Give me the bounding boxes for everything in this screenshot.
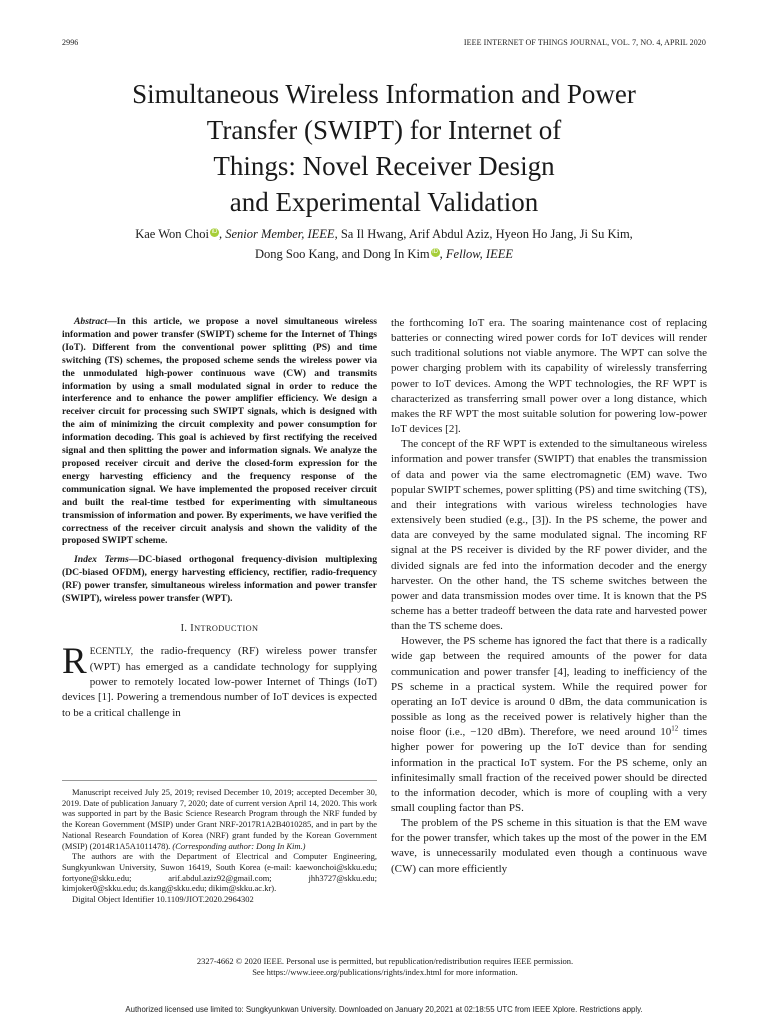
author-names: Dong Soo Kang, and Dong In Kim [255,247,430,261]
body-paragraph: However, the PS scheme has ignored the fact that there is a radically wide gap between the required amounts of the power for data communication and power transfer [4], leading to inefficiency of the PS scheme in a practical system. While the required power for operating an IoT device is around 0 dBm, the data communication is possible as long as the received power is relatively higher than the noise floor (i.e., −120 dBm). Therefore, we need around $10^{12}$ times higher power for powering up the IoT device than for sending information in the practical IoT system. For the PS scheme, only an infinitesimally small fraction of the received power should be directed to the information decoder, which is more of coupling with a very small coupling factor than PS. [391,635,707,814]
abstract [62,316,377,548]
footnotes [62,780,377,905]
download-notice: Authorized licensed use limited to: Sungkyunkwan University. Downloaded on January 20,2021 at 02:18:55 UTC from IEEE Xplore. Restrictions apply. [125,1005,643,1014]
intro-paragraph: RECENTLY, the radio-frequency (RF) wireless power transfer (WPT) has emerged as a candidate technology for supplying power to remotely located low-power Internet of Things (IoT) devices [1]. Powering a tremendous number of IoT devices is expected to be a critical challenge in [62,640,377,719]
footnote-divider [62,780,377,781]
author-role: , Fellow, IEEE [439,247,513,261]
author-list [70,224,698,264]
index-terms [62,554,377,606]
page-number: 2996 [62,38,79,47]
index-terms-text: —DC-biased orthogonal frequency-division multiplexing (DC-biased OFDM), energy harvesting efficiency, rectifier, radio-frequency (RF) power transfer, simultaneous wireless information and power transfer (SWIPT), wireless power transfer (WPT). [62,554,377,605]
doi-footnote: Digital Object Identifier 10.1109/JIOT.2020.2964302 [72,894,254,905]
body-paragraph: The problem of the PS scheme in this situation is that the EM wave for the power transfer, which takes up the most of the power in the EM wave, is unnecessarily modulated even though a continuous wave (CW) can more efficiently [391,817,707,875]
paper-title [60,76,708,220]
author-names: , Sa Il Hwang, Arif Abdul Aziz, Hyeon Ho Jang, Ji Su Kim, [334,227,633,241]
index-terms-label: Index Terms [74,554,129,566]
copyright-notice: 2327-4662 © 2020 IEEE. Personal use is permitted, but republication/redistribution requires IEEE permission. See https://www.ieee.org/publications/rights/index.html for more information. [196,956,574,977]
section-heading: I. INTRODUCTION [180,622,259,634]
affiliation-footnote: The authors are with the Department of Electrical and Computer Engineering, Sungkyunkwan University, Suwon 16419, South Korea (e-mail: kaewonchoi@skku.edu; fortyone@skku.edu; arif.abdul.aziz92@gmail.com; jhh3727@skku.edu; kimjoker0@skku.edu; ds.kang@skku.edu; dikim@skku.ac.kr). [62,851,377,894]
drop-cap: R [62,640,87,682]
title-line: Transfer (SWIPT) for Internet of [206,115,562,145]
title-line: and Experimental Validation [229,187,539,217]
title-line: Things: Novel Receiver Design [213,151,555,181]
manuscript-footnote: Manuscript received July 25, 2019; revised December 10, 2019; accepted December 30, 2019. Date of publication January 7, 2020; date of current version April 14, 2020. This work was supported in part by the Basic Science Research Program through the NRF funded by the Korean Government (MSIP) under Grant NRF-2017R1A2B4010285, and in part by the National Research Foundation of Korea (NRF) grant funded by the Korean Government (MSIP) (2014R1A5A1011478). (Corresponding author: Dong In Kim.) [62,787,377,851]
body-paragraph: The concept of the RF WPT is extended to the simultaneous wireless information and power transfer (SWIPT) that enables the transmission of data and power via the same electromagnetic (EM) wave. Two popular SWIPT schemes, power splitting (PS) and time switching (TS), and their integrations with various wireless technologies have extensively been studied (e.g., [3]). In the PS scheme, the power and data are conveyed by the same modulated signal. The incoming RF signal at the PS receiver is divided by the RF power divider, and the divided signals are fed into the information decoder and the energy harvester. On the other hand, the TS scheme switches between the power and data transmission modes over time. It is known that the PS scheme has a better tradeoff between the data rate and harvested power than the TS scheme does. [391,438,707,633]
orcid-icon[interactable]: iD [432,248,438,255]
left-column [62,316,377,721]
right-column [391,316,707,877]
orcid-icon[interactable]: iD [211,228,218,235]
author-name: Kae Won Choi [135,227,209,241]
abstract-label: Abstract [74,316,108,327]
body-paragraph: the forthcoming IoT era. The soaring maintenance cost of replacing batteries or connecting wired power cords for IoT devices will render such traditional solutions not viable anymore. The WPT can solve the power charging problem with its capability of wirelessly transferring power to IoT devices. Among the WPT technologies, the RF WPT is characterized as transferring small power over a long distance, which makes the RF WPT the most suitable solution for powering low-power IoT devices [2]. [391,317,707,436]
abstract-text: —In this article, we propose a novel simultaneous wireless information and power transfer (SWIPT) scheme for the Internet of Things (IoT). Different from the conventional power splitting (PS) and time switching (TS) schemes, the proposed scheme sends the wireless power via the unmodulated high-power continuous wave (CW) and transmits information by using a small modulated signal in order to reduce the interference and to enhance the power amplifier efficiency. We design a receiver circuit for processing such SWIPT signals, which is designed with the aim of minimizing the circuit complexity and power consumption for information decoding. This goal is achieved by first rectifying the received signal and then splitting the power and information signals. We analyze the proposed receiver circuit and derive the closed-form expression for the energy harvesting efficiency and the frequency response of the communication signal. We have implemented the proposed receiver circuit and built the real-time testbed for experimenting with simultaneous transmission of information and power. By experiments, we have verified the correctness of the receiver circuit analysis and shown the validity of the proposed SWIPT scheme. [62,316,377,547]
author-role: , Senior Member, IEEE [218,227,335,241]
title-line: Simultaneous Wireless Information and Power [132,79,636,109]
journal-header: IEEE INTERNET OF THINGS JOURNAL, VOL. 7, NO. 4, APRIL 2020 [463,38,706,47]
